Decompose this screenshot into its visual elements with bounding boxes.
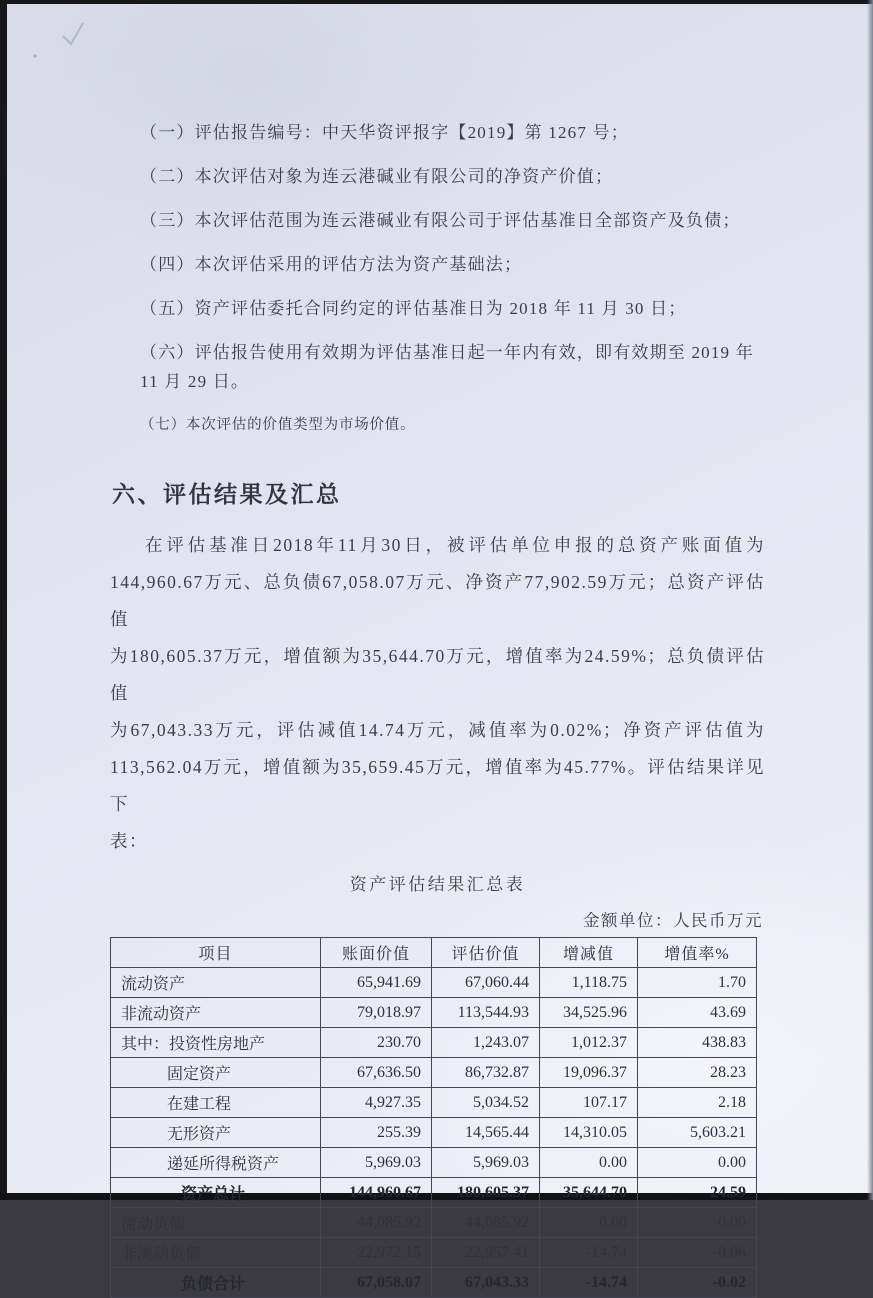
cell-book-value: 255.39 xyxy=(321,1118,432,1148)
cell-book-value: 22,972.15 xyxy=(321,1238,432,1268)
cell-change-rate: 0.00 xyxy=(638,1208,757,1238)
cell-change-value: 14,310.05 xyxy=(540,1118,638,1148)
paragraph-line: 为67,043.33万元，评估减值14.74万元，减值率为0.02%；净资产评估值为 xyxy=(110,720,765,740)
table-row xyxy=(111,1268,757,1298)
header-appraised-value: 评估价值 xyxy=(432,938,540,968)
row-label: 固定资产 xyxy=(111,1058,321,1088)
clause-7: （七）本次评估的价值类型为市场价值。 xyxy=(140,417,416,433)
table-row xyxy=(111,1028,757,1058)
table-row xyxy=(111,1238,757,1268)
header-book-value: 账面价值 xyxy=(321,938,432,968)
cell-change-rate: 2.18 xyxy=(638,1088,757,1118)
cell-book-value: 65,941.69 xyxy=(321,968,432,998)
cell-appraised-value: 113,544.93 xyxy=(432,998,540,1028)
summary-paragraph xyxy=(110,527,765,860)
header-item: 项目 xyxy=(111,938,321,968)
cell-change-rate: -0.02 xyxy=(638,1268,757,1298)
cell-change-value: 34,525.96 xyxy=(540,998,638,1028)
cell-change-value: 107.17 xyxy=(540,1088,638,1118)
cell-change-value: 0.00 xyxy=(540,1148,638,1178)
table-title: 资产评估结果汇总表 xyxy=(349,875,526,894)
cell-appraised-value: 86,732.87 xyxy=(432,1058,540,1088)
row-label: 非流动负债 xyxy=(111,1238,321,1268)
clause-3: （三）本次评估范围为连云港碱业有限公司于评估基准日全部资产及负债； xyxy=(140,211,741,230)
table-row xyxy=(111,1088,757,1118)
cell-change-rate: 0.00 xyxy=(638,1148,757,1178)
table-row xyxy=(111,1208,757,1238)
header-change-value: 增减值 xyxy=(540,938,638,968)
cell-change-value: -14.74 xyxy=(540,1268,638,1298)
row-label: 流动负债 xyxy=(111,1208,321,1238)
pen-checkmark xyxy=(0,0,120,90)
cell-book-value: 5,969.03 xyxy=(321,1148,432,1178)
cell-change-rate: -0.06 xyxy=(638,1238,757,1268)
cell-change-rate: 24.59 xyxy=(638,1178,757,1208)
cell-appraised-value: 67,043.33 xyxy=(432,1268,540,1298)
row-label: 负债合计 xyxy=(111,1268,321,1298)
cell-appraised-value: 1,243.07 xyxy=(432,1028,540,1058)
cell-book-value: 44,085.92 xyxy=(321,1208,432,1238)
table-row xyxy=(111,1148,757,1178)
scan-edge-top xyxy=(0,0,873,4)
cell-appraised-value: 5,034.52 xyxy=(432,1088,540,1118)
clause-4: （四）本次评估采用的评估方法为资产基础法； xyxy=(140,255,523,274)
cell-book-value: 230.70 xyxy=(321,1028,432,1058)
clause-5: （五）资产评估委托合同约定的评估基准日为 2018 年 11 月 30 日； xyxy=(140,299,687,318)
row-label: 流动资产 xyxy=(111,968,321,998)
row-label: 无形资产 xyxy=(111,1118,321,1148)
paragraph-line: 144,960.67万元、总负债67,058.07万元、净资产77,902.59万元；总资产评估值 xyxy=(110,572,765,629)
cell-book-value: 67,058.07 xyxy=(321,1268,432,1298)
row-label: 其中：投资性房地产 xyxy=(111,1028,321,1058)
cell-book-value: 144,960.67 xyxy=(321,1178,432,1208)
row-label: 递延所得税资产 xyxy=(111,1148,321,1178)
summary-table-body xyxy=(111,968,757,1298)
table-row xyxy=(111,968,757,998)
cell-book-value: 4,927.35 xyxy=(321,1088,432,1118)
scan-edge-left xyxy=(0,0,7,1200)
cell-change-value: 35,644.70 xyxy=(540,1178,638,1208)
cell-appraised-value: 5,969.03 xyxy=(432,1148,540,1178)
paragraph-line: 在评估基准日2018年11月30日，被评估单位申报的总资产账面值为 xyxy=(145,535,765,555)
cell-book-value: 79,018.97 xyxy=(321,998,432,1028)
row-label: 在建工程 xyxy=(111,1088,321,1118)
section-heading: 六、评估结果及汇总 xyxy=(112,482,342,507)
cell-appraised-value: 44,085.92 xyxy=(432,1208,540,1238)
cell-change-value: 0.00 xyxy=(540,1208,638,1238)
cell-change-rate: 43.69 xyxy=(638,998,757,1028)
cell-change-value: -14.74 xyxy=(540,1238,638,1268)
paragraph-line: 为180,605.37万元，增值额为35,644.70万元，增值率为24.59%；总负债评估值 xyxy=(110,646,765,703)
cell-appraised-value: 22,957.41 xyxy=(432,1238,540,1268)
page-content xyxy=(110,118,765,1298)
row-label: 资产总计 xyxy=(111,1178,321,1208)
cell-change-rate: 438.83 xyxy=(638,1028,757,1058)
cell-appraised-value: 14,565.44 xyxy=(432,1118,540,1148)
table-header-row xyxy=(111,938,757,968)
cell-appraised-value: 180,605.37 xyxy=(432,1178,540,1208)
cell-change-rate: 1.70 xyxy=(638,968,757,998)
table-row xyxy=(111,998,757,1028)
table-row xyxy=(111,1118,757,1148)
cell-change-rate: 5,603.21 xyxy=(638,1118,757,1148)
header-change-rate: 增值率% xyxy=(638,938,757,968)
paragraph-line: 113,562.04万元，增值额为35,659.45万元，增值率为45.77%。评估结果详见下 xyxy=(110,757,765,814)
cell-change-value: 19,096.37 xyxy=(540,1058,638,1088)
cell-book-value: 67,636.50 xyxy=(321,1058,432,1088)
cell-appraised-value: 67,060.44 xyxy=(432,968,540,998)
cell-change-value: 1,012.37 xyxy=(540,1028,638,1058)
table-row xyxy=(111,1178,757,1208)
scan-edge-right xyxy=(867,0,873,1200)
clause-6: （六）评估报告使用有效期为评估基准日起一年内有效，即有效期至 2019 年 11 月 29 日。 xyxy=(140,343,754,391)
cell-change-rate: 28.23 xyxy=(638,1058,757,1088)
cell-change-value: 1,118.75 xyxy=(540,968,638,998)
table-row xyxy=(111,1058,757,1088)
asset-appraisal-summary-table xyxy=(110,937,757,1298)
clause-2: （二）本次评估对象为连云港碱业有限公司的净资产价值； xyxy=(140,167,614,186)
row-label: 非流动资产 xyxy=(111,998,321,1028)
table-unit-label: 金额单位：人民币万元 xyxy=(583,911,763,930)
clause-1: （一）评估报告编号：中天华资评报字【2019】第 1267 号； xyxy=(140,123,629,142)
paragraph-line: 表： xyxy=(110,831,148,851)
